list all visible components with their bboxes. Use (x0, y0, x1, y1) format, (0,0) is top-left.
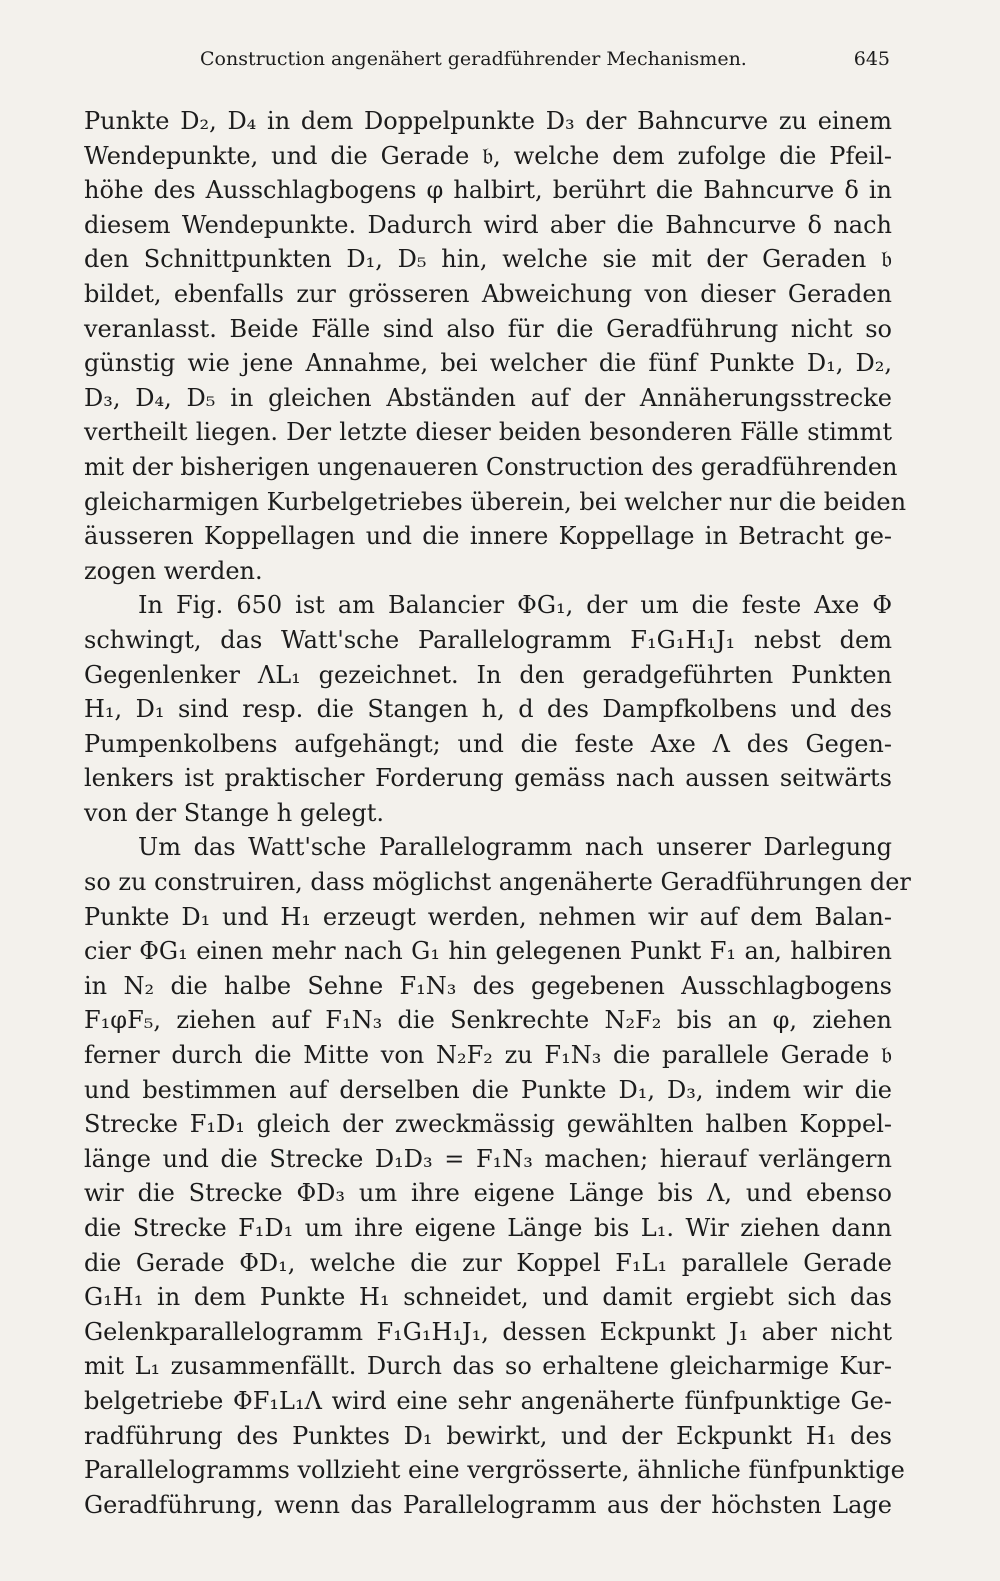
text-line: Strecke F₁D₁ gleich der zweckmässig gewählten halben Koppel- (84, 1110, 892, 1139)
text-line: lenkers ist praktischer Forderung gemäss nach aussen seitwärts (84, 764, 892, 793)
text-line: Pumpenkolbens aufgehängt; und die feste Axe Λ des Gegen- (84, 729, 892, 758)
text-line: diesem Wendepunkte. Dadurch wird aber die Bahncurve δ nach (84, 210, 892, 239)
text-line: G₁H₁ in dem Punkte H₁ schneidet, und damit ergiebt sich das (84, 1283, 892, 1312)
text-line: veranlasst. Beide Fälle sind also für die Geradführung nicht so (84, 314, 892, 343)
text-line: H₁, D₁ sind resp. die Stangen h, d des Dampfkolbens und des (84, 695, 892, 724)
text-line: Parallelogramms vollzieht eine vergrösserte, ähnliche fünfpunktige (84, 1456, 905, 1485)
text-line: in N₂ die halbe Sehne F₁N₃ des gegebenen Ausschlagbogens (84, 971, 892, 1000)
text-line: mit der bisherigen ungenaueren Construction des geradführenden (84, 452, 898, 481)
text-line: Wendepunkte, und die Gerade 𝔟, welche dem zufolge die Pfeil- (84, 141, 892, 170)
text-line: länge und die Strecke D₁D₃ = F₁N₃ machen; hierauf verlängern (84, 1144, 892, 1173)
text-line: die Gerade ΦD₁, welche die zur Koppel F₁L₁ parallele Gerade (84, 1248, 892, 1277)
text-line: wir die Strecke ΦD₃ um ihre eigene Länge bis Λ, und ebenso (84, 1179, 892, 1208)
text-line: den Schnittpunkten D₁, D₅ hin, welche sie mit der Geraden 𝔟 (84, 245, 892, 274)
text-line: Gelenkparallelogramm F₁G₁H₁J₁, dessen Eckpunkt J₁ aber nicht (84, 1317, 892, 1346)
text-line: bildet, ebenfalls zur grösseren Abweichung von dieser Geraden (84, 279, 892, 308)
text-line: radführung des Punktes D₁ bewirkt, und der Eckpunkt H₁ des (84, 1421, 892, 1450)
text-line: schwingt, das Watt'sche Parallelogramm F₁G₁H₁J₁ nebst dem (84, 625, 892, 654)
text-line: Um das Watt'sche Parallelogramm nach unserer Darlegung (138, 833, 892, 862)
running-title: Construction angenähert geradführender Mechanismen. (200, 48, 747, 70)
text-line: ferner durch die Mitte von N₂F₂ zu F₁N₃ die parallele Gerade 𝔟 (84, 1041, 892, 1070)
text-line: Punkte D₁ und H₁ erzeugt werden, nehmen wir auf dem Balan- (84, 902, 892, 931)
text-line: vertheilt liegen. Der letzte dieser beiden besonderen Fälle stimmt (84, 418, 892, 447)
page-number: 645 (853, 48, 890, 70)
text-line: Punkte D₂, D₄ in dem Doppelpunkte D₃ der Bahncurve zu einem (84, 107, 892, 135)
text-line: D₃, D₄, D₅ in gleichen Abständen auf der Annäherungsstrecke (84, 383, 892, 412)
text-line: gleicharmigen Kurbelgetriebes überein, bei welcher nur die beiden (84, 487, 907, 516)
text-line: günstig wie jene Annahme, bei welcher die fünf Punkte D₁, D₂, (84, 349, 892, 378)
text-line: F₁φF₅, ziehen auf F₁N₃ die Senkrechte N₂F₂ bis an φ, ziehen (84, 1006, 892, 1035)
text-line: In Fig. 650 ist am Balancier ΦG₁, der um die feste Axe Φ (138, 591, 892, 620)
text-line: äusseren Koppellagen und die innere Koppellage in Betracht ge- (84, 522, 892, 551)
body-text (84, 104, 911, 1522)
text-line: Gegenlenker ΛL₁ gezeichnet. In den geradgeführten Punkten (84, 660, 892, 689)
text-line: Geradführung, wenn das Parallelogramm aus der höchsten Lage (84, 1490, 892, 1519)
text-line: die Strecke F₁D₁ um ihre eigene Länge bis L₁. Wir ziehen dann (84, 1214, 892, 1242)
text-line: so zu construiren, dass möglichst angenäherte Geradführungen der (84, 868, 911, 897)
text-line: von der Stange h gelegt. (84, 798, 384, 827)
text-line: zogen werden. (84, 556, 263, 585)
running-header (200, 48, 890, 78)
text-line: und bestimmen auf derselben die Punkte D₁, D₃, indem wir die (84, 1075, 892, 1104)
text-line: belgetriebe ΦF₁L₁Λ wird eine sehr angenäherte fünfpunktige Ge- (84, 1386, 892, 1415)
text-line: höhe des Ausschlagbogens φ halbirt, berührt die Bahncurve δ in (84, 176, 892, 205)
text-line: cier ΦG₁ einen mehr nach G₁ hin gelegenen Punkt F₁ an, halbiren (84, 937, 892, 966)
text-line: mit L₁ zusammenfällt. Durch das so erhaltene gleicharmige Kur- (84, 1352, 892, 1381)
